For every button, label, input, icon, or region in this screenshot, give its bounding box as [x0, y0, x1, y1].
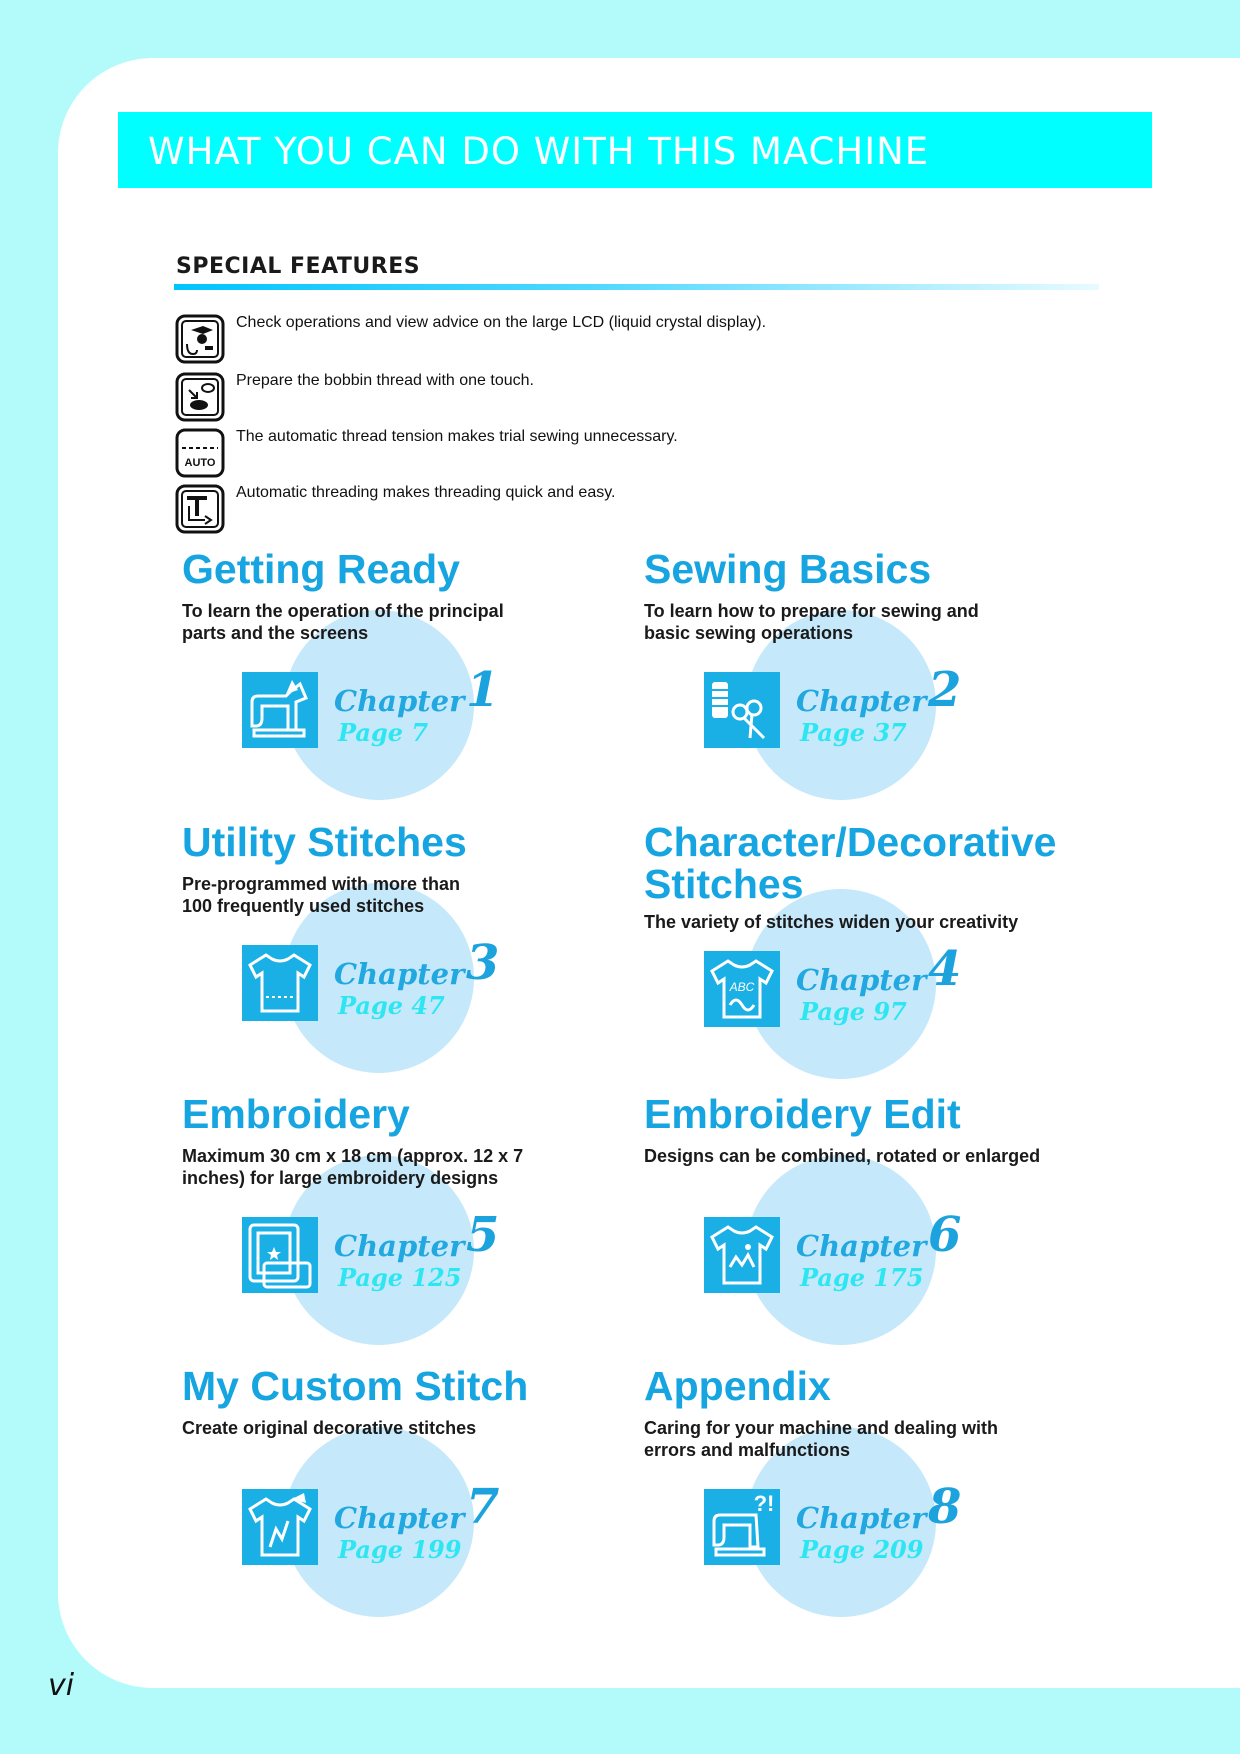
chapter-number: 8: [928, 1479, 962, 1535]
section-title: Utility Stitches: [182, 819, 467, 865]
shirt-custom-icon: [242, 1489, 318, 1565]
section-description: Pre-programmed with more than 100 frequently used stitches: [182, 874, 461, 916]
chapter-number: 4: [928, 941, 962, 997]
section-title: Sewing Basics: [644, 546, 932, 592]
thread-and-scissors-icon: [704, 672, 780, 748]
chapter-number: 6: [928, 1207, 962, 1263]
section-title: Embroidery Edit: [644, 1091, 961, 1137]
chapter-label: Chapter: [796, 963, 927, 997]
page-link[interactable]: Page 7: [338, 718, 429, 747]
auto-label: AUTO: [184, 457, 216, 469]
shirt-stitch-icon: [242, 945, 318, 1021]
heading-rule: [174, 284, 1099, 290]
chapter-label: Chapter: [334, 1501, 465, 1535]
feature-text: Check operations and view advice on the large LCD (liquid crystal display).: [236, 314, 767, 331]
section-title: Embroidery: [182, 1091, 410, 1137]
chapter-label: Chapter: [796, 684, 927, 718]
special-features-heading: SPECIAL FEATURES: [176, 254, 421, 279]
section-sewing-basics: [644, 548, 1084, 818]
section-description: To learn how to prepare for sewing and basic sewing operations: [644, 601, 979, 643]
page-link[interactable]: Page 125: [338, 1263, 462, 1292]
section-my-custom-stitch: [182, 1365, 622, 1635]
bobbin-winding-icon: [175, 372, 225, 422]
section-description: The variety of stitches widen your creativity: [644, 912, 1019, 932]
feature-text: The automatic thread tension makes trial sewing unnecessary.: [236, 428, 678, 445]
feature-text: Automatic threading makes threading quick and easy.: [236, 484, 616, 501]
section-getting-ready: [182, 548, 622, 818]
section-description: To learn the operation of the principal parts and the screens: [182, 601, 504, 643]
section-title: Getting Ready: [182, 546, 460, 592]
shirt-abc-icon: [704, 951, 780, 1027]
section-description: Designs can be combined, rotated or enlarged: [644, 1146, 1041, 1166]
chapter-number: 1: [466, 662, 500, 718]
page-link[interactable]: Page 199: [338, 1535, 462, 1564]
shirt-design-icon: [704, 1217, 780, 1293]
chapter-number: 5: [466, 1207, 500, 1263]
page-link[interactable]: Page 175: [800, 1263, 924, 1292]
section-description: Caring for your machine and dealing with errors and malfunctions: [644, 1418, 999, 1460]
section-title: Appendix: [644, 1363, 831, 1409]
section-embroidery: [182, 1093, 622, 1363]
section-utility-stitches: [182, 821, 622, 1091]
chapter-number: 7: [466, 1479, 500, 1535]
section-embroidery-edit: [644, 1093, 1084, 1363]
svg-text:?!: ?!: [753, 1491, 775, 1516]
section-description: Create original decorative stitches: [182, 1418, 477, 1438]
section-title: Character/Decorative Stitches: [644, 819, 1057, 907]
chapter-label: Chapter: [796, 1229, 927, 1263]
page-link[interactable]: Page 37: [800, 718, 907, 747]
chapter-label: Chapter: [796, 1501, 927, 1535]
page-number: vi: [48, 1668, 75, 1703]
page-link[interactable]: Page 97: [800, 997, 907, 1026]
abc-label: ABC: [729, 980, 755, 994]
auto-threading-icon: [175, 484, 225, 534]
machine-error-icon: [704, 1489, 780, 1565]
chapter-label: Chapter: [334, 957, 465, 991]
page-title: WHAT YOU CAN DO WITH THIS MACHINE: [148, 130, 930, 173]
section-title: My Custom Stitch: [182, 1363, 529, 1409]
sewing-machine-icon: [242, 672, 318, 748]
title-banner: [118, 112, 1152, 188]
embroidery-frame-icon: [242, 1217, 318, 1293]
chapter-label: Chapter: [334, 1229, 465, 1263]
chapter-label: Chapter: [334, 684, 465, 718]
section-description: Maximum 30 cm x 18 cm (approx. 12 x 7 inches) for large embroidery designs: [182, 1146, 524, 1188]
chapter-number: 2: [928, 662, 962, 718]
section-character-decorative-stitches: [644, 821, 1084, 1091]
feature-text: Prepare the bobbin thread with one touch.: [236, 372, 534, 389]
page-link[interactable]: Page 209: [800, 1535, 924, 1564]
section-appendix: [644, 1365, 1084, 1635]
auto-tension-icon: [175, 428, 225, 478]
chapter-number: 3: [466, 935, 500, 991]
page-link[interactable]: Page 47: [338, 991, 445, 1020]
lcd-display-icon: [175, 314, 225, 364]
